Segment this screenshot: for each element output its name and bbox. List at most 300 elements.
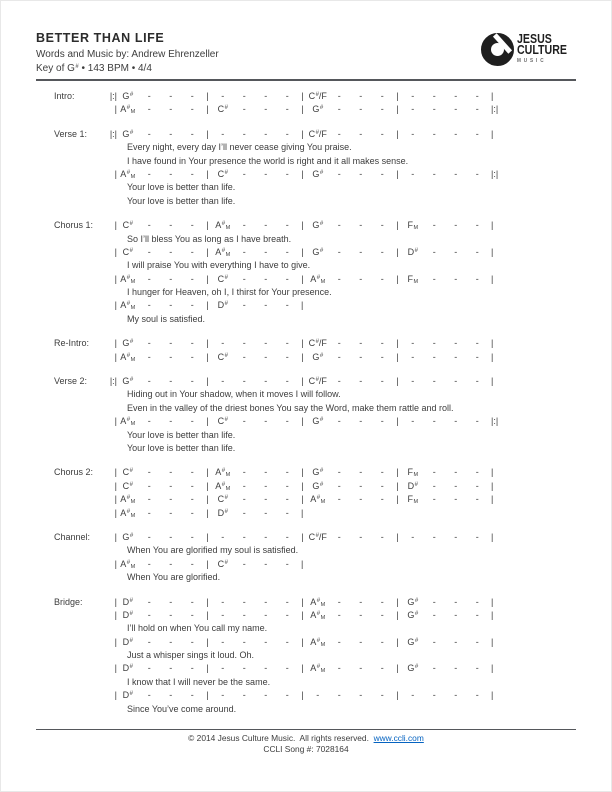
chord-line xyxy=(103,662,576,675)
copyright-text: © 2014 Jesus Culture Music. All rights reserved. xyxy=(188,733,369,743)
minor-symbol: M xyxy=(225,485,231,492)
minor-symbol: M xyxy=(225,472,231,479)
beat-dash: - xyxy=(359,128,363,139)
chord: C# xyxy=(217,558,228,569)
minor-symbol: M xyxy=(130,512,136,519)
chord: D# xyxy=(122,636,133,647)
barline: | xyxy=(396,91,399,101)
barline: | xyxy=(114,507,117,518)
beat-dash: - xyxy=(147,273,151,284)
lyric-line: Even in the valley of the driest bones You say the Word, make them rattle and roll. xyxy=(127,402,454,413)
section-label: Chorus 1: xyxy=(54,220,94,231)
beat-dash: - xyxy=(337,376,341,387)
sharp-symbol: # xyxy=(129,532,134,539)
beat-dash: - xyxy=(475,376,479,387)
beat-dash: - xyxy=(411,690,415,701)
lyric-line: When You are glorified. xyxy=(127,572,221,583)
chord: D# xyxy=(407,480,418,491)
beat-dash: - xyxy=(147,558,151,569)
song-section xyxy=(36,596,576,717)
lyric-line: My soul is satisfied. xyxy=(127,313,206,324)
beat-dash: - xyxy=(411,416,415,427)
beat-dash: - xyxy=(475,220,479,231)
beat-dash: - xyxy=(285,467,289,478)
beat-dash: - xyxy=(264,480,268,491)
barline: | xyxy=(491,467,494,478)
beat-dash: - xyxy=(285,416,289,427)
beat-dash: - xyxy=(411,351,415,362)
chord: G# xyxy=(122,338,134,349)
song-section xyxy=(36,375,576,455)
barline: | xyxy=(301,663,304,674)
barline: | xyxy=(114,467,117,478)
lyric-line: Since You’ve come around. xyxy=(127,703,237,714)
beat-dash: - xyxy=(190,351,194,362)
beat-dash: - xyxy=(337,273,341,284)
chord: A#M xyxy=(215,467,231,479)
chord: C#/F xyxy=(308,338,327,349)
barline: | xyxy=(114,690,117,701)
beat-dash: - xyxy=(454,531,458,542)
beat-dash: - xyxy=(337,128,341,139)
copyright-line xyxy=(0,733,612,744)
chord-line xyxy=(103,480,576,493)
sharp-symbol: # xyxy=(319,105,324,112)
sharp-symbol: # xyxy=(414,247,418,254)
chord: FM xyxy=(407,273,419,285)
chord: C# xyxy=(217,104,228,115)
barline: | xyxy=(206,507,209,518)
sharp-symbol: # xyxy=(126,417,131,424)
barline: | xyxy=(114,636,117,647)
beat-dash: - xyxy=(359,609,363,620)
beat-dash: - xyxy=(411,531,415,542)
lyric-line: Your love is better than life. xyxy=(127,442,236,453)
sharp-symbol: # xyxy=(129,468,133,475)
repeat-start-mark: |:| xyxy=(109,128,117,139)
beat-dash: - xyxy=(221,636,225,647)
beat-dash: - xyxy=(242,300,246,311)
beat-dash: - xyxy=(242,596,246,607)
chord: G# xyxy=(407,596,419,607)
chord: G# xyxy=(407,663,419,674)
sharp-symbol: # xyxy=(126,105,131,112)
barline: | xyxy=(301,246,304,257)
beat-dash: - xyxy=(475,690,479,701)
chord: A#M xyxy=(310,273,326,285)
beat-dash: - xyxy=(242,636,246,647)
beat-dash: - xyxy=(169,636,173,647)
beat-dash: - xyxy=(432,416,436,427)
beat-dash: - xyxy=(380,376,384,387)
beat-dash: - xyxy=(285,596,289,607)
beat-dash: - xyxy=(147,596,151,607)
chord: C# xyxy=(122,467,133,478)
minor-symbol: M xyxy=(320,278,326,285)
beat-dash: - xyxy=(242,480,246,491)
sharp-symbol: # xyxy=(319,481,324,488)
beat-dash: - xyxy=(380,467,384,478)
sharp-symbol: # xyxy=(126,559,131,566)
barline: | xyxy=(301,636,304,647)
beat-dash: - xyxy=(169,220,173,231)
beat-dash: - xyxy=(221,596,225,607)
beat-dash: - xyxy=(242,246,246,257)
sharp-symbol: # xyxy=(319,352,324,359)
repeat-end-mark: |:| xyxy=(491,416,499,427)
beat-dash: - xyxy=(475,338,479,349)
barline: | xyxy=(301,351,304,362)
sharp-symbol: # xyxy=(315,377,319,384)
beat-dash: - xyxy=(285,690,289,701)
beat-dash: - xyxy=(242,351,246,362)
beat-dash: - xyxy=(475,91,479,101)
barline: | xyxy=(301,273,304,284)
section-label: Intro: xyxy=(54,91,75,101)
beat-dash: - xyxy=(147,220,151,231)
barline: | xyxy=(114,494,117,505)
beat-dash: - xyxy=(359,663,363,674)
beat-dash: - xyxy=(264,273,268,284)
barline: | xyxy=(301,531,304,542)
barline: | xyxy=(206,273,209,284)
beat-dash: - xyxy=(380,609,384,620)
lyric-line: So I’ll bless You as long as I have breath. xyxy=(127,233,292,244)
beat-dash: - xyxy=(242,416,246,427)
beat-dash: - xyxy=(475,596,479,607)
barline: | xyxy=(114,531,117,542)
minor-symbol: M xyxy=(130,305,136,312)
beat-dash: - xyxy=(190,104,194,115)
chord-line xyxy=(103,636,576,649)
barline: | xyxy=(206,663,209,674)
minor-symbol: M xyxy=(225,251,231,258)
barline: | xyxy=(114,416,117,427)
beat-dash: - xyxy=(432,376,436,387)
barline: | xyxy=(396,128,399,139)
beat-dash: - xyxy=(359,220,363,231)
chord: D# xyxy=(122,609,133,620)
barline: | xyxy=(396,168,399,179)
chord-line xyxy=(103,596,576,609)
beat-dash: - xyxy=(190,246,194,257)
sharp-symbol: # xyxy=(129,129,134,136)
chord-line xyxy=(103,351,576,364)
beat-dash: - xyxy=(190,531,194,542)
song-section xyxy=(36,128,576,208)
beat-dash: - xyxy=(432,636,436,647)
beat-dash: - xyxy=(190,558,194,569)
barline: | xyxy=(491,273,494,284)
barline: | xyxy=(491,531,494,542)
barline: | xyxy=(301,609,304,620)
logo-word-culture: CULTURE xyxy=(517,43,568,57)
beat-dash: - xyxy=(169,376,173,387)
beat-dash: - xyxy=(169,467,173,478)
beat-dash: - xyxy=(337,494,341,505)
barline: | xyxy=(396,338,399,349)
minor-symbol: M xyxy=(320,668,326,675)
barline: | xyxy=(396,531,399,542)
beat-dash: - xyxy=(285,376,289,387)
chord: C#/F xyxy=(308,531,327,542)
chord-line xyxy=(103,689,576,702)
barline: | xyxy=(206,494,209,505)
barline: | xyxy=(396,376,399,387)
logo-donut-icon xyxy=(481,33,514,66)
barline: | xyxy=(396,636,399,647)
beat-dash: - xyxy=(454,596,458,607)
barline: | xyxy=(206,246,209,257)
beat-dash: - xyxy=(242,663,246,674)
chord: C#/F xyxy=(308,128,327,139)
barline: | xyxy=(206,104,209,115)
beat-dash: - xyxy=(337,91,341,101)
beat-dash: - xyxy=(242,609,246,620)
chord-line xyxy=(103,507,576,520)
sharp-symbol: # xyxy=(224,169,228,176)
beat-dash: - xyxy=(411,128,415,139)
barline: | xyxy=(301,128,304,139)
byline: Words and Music by: Andrew Ehrenzeller xyxy=(36,49,219,60)
chord: G# xyxy=(312,168,324,179)
chord: A#M xyxy=(120,507,136,519)
chord: C# xyxy=(122,480,133,491)
logo-word-jesus: JESUS xyxy=(517,32,553,46)
barline: | xyxy=(206,596,209,607)
sharp-symbol: # xyxy=(221,221,226,228)
barline: | xyxy=(491,351,494,362)
beat-dash: - xyxy=(147,480,151,491)
barline: | xyxy=(206,636,209,647)
beat-dash: - xyxy=(190,480,194,491)
beat-dash: - xyxy=(147,531,151,542)
beat-dash: - xyxy=(380,338,384,349)
beat-dash: - xyxy=(264,220,268,231)
beat-dash: - xyxy=(190,168,194,179)
barline: | xyxy=(301,376,304,387)
beat-dash: - xyxy=(147,104,151,115)
beat-dash: - xyxy=(285,507,289,518)
beat-dash: - xyxy=(242,338,246,349)
beat-dash: - xyxy=(190,596,194,607)
chord-line xyxy=(103,219,576,232)
beat-dash: - xyxy=(475,246,479,257)
beat-dash: - xyxy=(169,416,173,427)
beat-dash: - xyxy=(264,300,268,311)
beat-dash: - xyxy=(264,376,268,387)
sharp-symbol: # xyxy=(224,105,228,112)
sharp-symbol: # xyxy=(315,339,319,346)
chord: FM xyxy=(407,467,419,479)
beat-dash: - xyxy=(316,690,320,701)
beat-dash: - xyxy=(475,168,479,179)
beat-dash: - xyxy=(475,531,479,542)
barline: | xyxy=(206,531,209,542)
minor-symbol: M xyxy=(130,499,136,506)
beat-dash: - xyxy=(242,690,246,701)
beat-dash: - xyxy=(475,609,479,620)
beat-dash: - xyxy=(169,104,173,115)
beat-dash: - xyxy=(337,663,341,674)
beat-dash: - xyxy=(147,128,151,139)
ccli-link[interactable]: www.ccli.com xyxy=(373,733,424,743)
beat-dash: - xyxy=(454,636,458,647)
beat-dash: - xyxy=(337,338,341,349)
beat-dash: - xyxy=(264,168,268,179)
chord: FM xyxy=(407,220,419,232)
barline: | xyxy=(396,467,399,478)
logo-text xyxy=(517,33,576,64)
lyric-line: Your love is better than life. xyxy=(127,429,236,440)
beat-dash: - xyxy=(285,220,289,231)
beat-dash: - xyxy=(380,128,384,139)
beat-dash: - xyxy=(285,494,289,505)
beat-dash: - xyxy=(242,104,246,115)
beat-dash: - xyxy=(147,246,151,257)
beat-dash: - xyxy=(454,480,458,491)
chord: A#M xyxy=(310,636,326,648)
beat-dash: - xyxy=(359,351,363,362)
beat-dash: - xyxy=(221,91,225,101)
beat-dash: - xyxy=(242,494,246,505)
beat-dash: - xyxy=(147,300,151,311)
chord: A#M xyxy=(215,220,231,232)
barline: | xyxy=(301,494,304,505)
sharp-symbol: # xyxy=(224,352,228,359)
beat-dash: - xyxy=(285,128,289,139)
barline: | xyxy=(396,609,399,620)
beat-dash: - xyxy=(432,494,436,505)
sharp-symbol: # xyxy=(319,169,324,176)
chord: A#M xyxy=(120,300,136,312)
beat-dash: - xyxy=(190,128,194,139)
beat-dash: - xyxy=(454,376,458,387)
minor-symbol: M xyxy=(130,563,136,570)
beat-dash: - xyxy=(380,246,384,257)
chord: A#M xyxy=(120,168,136,180)
barline: | xyxy=(114,104,117,115)
beat-dash: - xyxy=(359,596,363,607)
beat-dash: - xyxy=(190,636,194,647)
beat-dash: - xyxy=(359,467,363,478)
section-lines xyxy=(103,90,576,117)
beat-dash: - xyxy=(264,338,268,349)
beat-dash: - xyxy=(337,168,341,179)
chord: D# xyxy=(122,596,133,607)
beat-dash: - xyxy=(475,636,479,647)
footer-divider xyxy=(36,729,576,730)
barline: | xyxy=(301,300,304,311)
beat-dash: - xyxy=(242,168,246,179)
beat-dash: - xyxy=(359,494,363,505)
beat-dash: - xyxy=(264,531,268,542)
chord: G# xyxy=(312,416,324,427)
chord: A#M xyxy=(215,246,231,258)
beat-dash: - xyxy=(169,246,173,257)
beat-dash: - xyxy=(411,104,415,115)
beat-dash: - xyxy=(380,690,384,701)
beat-dash: - xyxy=(380,663,384,674)
chord: C# xyxy=(217,168,228,179)
chord: G# xyxy=(122,91,134,101)
barline: | xyxy=(206,91,209,101)
sharp-symbol: # xyxy=(414,610,419,617)
chord: G# xyxy=(312,467,324,478)
chord: G# xyxy=(122,376,134,387)
beat-dash: - xyxy=(380,351,384,362)
chord-line xyxy=(103,337,576,350)
section-label: Verse 2: xyxy=(54,376,88,387)
barline: | xyxy=(114,351,117,362)
chord: C# xyxy=(217,351,228,362)
beat-dash: - xyxy=(264,104,268,115)
beat-dash: - xyxy=(242,91,246,101)
beat-dash: - xyxy=(432,220,436,231)
repeat-start-mark: |:| xyxy=(109,376,117,387)
beat-dash: - xyxy=(454,351,458,362)
beat-dash: - xyxy=(411,338,415,349)
beat-dash: - xyxy=(454,91,458,101)
beat-dash: - xyxy=(285,104,289,115)
beat-dash: - xyxy=(432,168,436,179)
barline: | xyxy=(396,663,399,674)
section-lines xyxy=(103,466,576,520)
chord: G# xyxy=(312,104,324,115)
barline: | xyxy=(301,168,304,179)
lyric-line: Your love is better than life. xyxy=(127,182,236,193)
sharp-symbol: # xyxy=(414,481,418,488)
beat-dash: - xyxy=(285,273,289,284)
beat-dash: - xyxy=(285,168,289,179)
sharp-symbol: # xyxy=(129,610,133,617)
beat-dash: - xyxy=(169,91,173,101)
chord-line xyxy=(103,558,576,571)
barline: | xyxy=(491,338,494,349)
beat-dash: - xyxy=(454,467,458,478)
beat-dash: - xyxy=(221,663,225,674)
beat-dash: - xyxy=(169,300,173,311)
section-lines xyxy=(103,337,576,364)
beat-dash: - xyxy=(147,609,151,620)
chord-line xyxy=(103,415,576,428)
beat-dash: - xyxy=(264,416,268,427)
repeat-start-mark: |:| xyxy=(109,91,117,101)
lyric-line: I hunger for Heaven, oh I, I thirst for Your presence. xyxy=(127,287,332,298)
beat-dash: - xyxy=(147,467,151,478)
beat-dash: - xyxy=(169,480,173,491)
minor-symbol: M xyxy=(130,109,136,116)
chord-line xyxy=(103,493,576,506)
barline: | xyxy=(396,273,399,284)
beat-dash: - xyxy=(411,91,415,101)
beat-dash: - xyxy=(337,104,341,115)
sharp-symbol: # xyxy=(316,274,321,281)
beat-dash: - xyxy=(454,220,458,231)
beat-dash: - xyxy=(359,690,363,701)
barline: | xyxy=(206,558,209,569)
beat-dash: - xyxy=(337,531,341,542)
section-lines xyxy=(103,531,576,585)
barline: | xyxy=(301,220,304,231)
barline: | xyxy=(206,338,209,349)
minor-symbol: M xyxy=(320,641,326,648)
barline: | xyxy=(396,596,399,607)
beat-dash: - xyxy=(169,168,173,179)
beat-dash: - xyxy=(432,609,436,620)
sharp-symbol: # xyxy=(126,301,131,308)
beat-dash: - xyxy=(432,104,436,115)
